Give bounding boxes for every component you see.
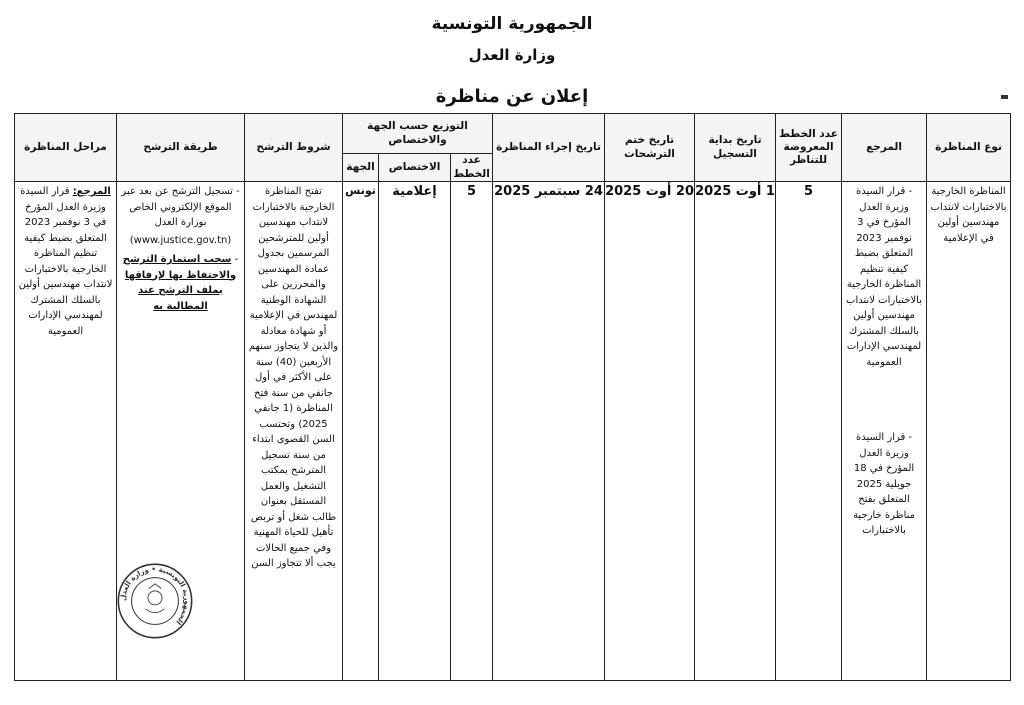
cell-method-1: - تسجيل الترشح عن بعد عبر الموقع الإلكتروني الخاص بوزارة العدل xyxy=(121,186,240,228)
col-dist-region: الجهة xyxy=(343,154,379,182)
col-distribution: التوزيع حسب الجهة والاختصاص xyxy=(343,114,493,154)
cell-dist-count: 5 xyxy=(467,184,477,199)
cell-type: المناظرة الخارجية بالاختبارات لانتداب مهندسين أولين في الإعلامية xyxy=(930,186,1007,244)
cell-exam-date: 24 سبتمبر 2025 xyxy=(494,184,603,199)
cell-stages xyxy=(15,182,116,341)
cell-method-2: - سحب استمارة الترشح والاحتفاظ بها لإرفاقها بملف الترشح عند المطالبة به xyxy=(122,254,239,312)
col-reference: المرجع xyxy=(842,114,927,182)
col-posts: عدد الخطط المعروضة للتناظر xyxy=(776,114,842,182)
republic-heading: الجمهورية التونسية xyxy=(431,14,593,34)
col-type: نوع المناظرة xyxy=(927,114,1011,182)
stages-text: قرار السيدة وزيرة العدل المؤرخ في 3 نوفمبر 2023 المتعلق بضبط كيفية تنظيم المناظرة الخارجية بالاختبارات لانتداب مهندسين أولين بالسلك المشترك لمهندسي الإدارات العمومية xyxy=(18,186,113,337)
spacer xyxy=(842,372,926,428)
scan-mark xyxy=(1001,95,1008,99)
col-stages: مراحل المناظرة xyxy=(15,114,117,182)
method-2-text: سحب استمارة الترشح والاحتفاظ بها لإرفاقها بملف الترشح عند المطالبة به xyxy=(122,254,237,312)
stages-label: المرجع: xyxy=(72,186,111,197)
cell-conditions: تفتح المناظرة الخارجية بالاختبارات لانتداب مهندسين أولين للمترشحين المرسمين بجدول عمادة المهندسين والمحرزين على الشهادة الوطنية لمهندس في الإعلامية أو شهادة معادلة والذين لا يتجاوز سنهم الأربعين (40) سنة على الأكثر في أول جانفي من سنة فتح المناظرة (1 جانفي 2025) وتحتسب السن القصوى ابتداء من سنة تسجيل المترشح بمكتب التشغيل والعمل المستقل بعنوان طالب شغل أو تربص تأهيل للحياة المهنية وفي جميع الحالات يجب ألا تتجاوز السن xyxy=(248,186,339,569)
ministry-heading: وزارة العدل xyxy=(468,46,556,64)
ministry-seal xyxy=(116,562,194,640)
reference-2-text: قرار السيدة وزيرة العدل المؤرخ في 18 جويلية 2025 المتعلق بفتح مناظرة خارجية بالاختبارات xyxy=(853,432,915,536)
announcement-title: إعلان عن مناظرة xyxy=(435,86,589,107)
cell-reg-start: 1 أوت 2025 xyxy=(695,184,775,199)
cell-reg-end: 20 أوت 2025 xyxy=(605,184,694,199)
justice-site-link[interactable]: (www.justice.gov.tn) xyxy=(129,234,232,246)
cell-dist-spec: إعلامية xyxy=(392,184,437,199)
method-1-text: تسجيل الترشح عن بعد عبر الموقع الإلكتروني الخاص بوزارة العدل xyxy=(121,186,233,228)
seal-text: الجمهورية التونسية • وزارة العدل xyxy=(118,564,192,627)
col-exam-date: تاريخ إجراء المناظرة xyxy=(493,114,605,182)
col-dist-count: عدد الخطط xyxy=(451,154,493,182)
cell-dist-region: تونس xyxy=(345,184,376,197)
col-conditions: شروط الترشح xyxy=(245,114,343,182)
cell-reference-1: - قرار السيدة وزيرة العدل المؤرخ في 3 نوفمبر 2023 المتعلق بضبط كيفية تنظيم المناظرة الخارجية بالاختبارات لانتداب مهندسين أولين بالسلك المشترك لمهندسي الإدارات العمومية xyxy=(846,186,922,368)
col-dist-spec: الاختصاص xyxy=(379,154,451,182)
svg-text:الجمهورية التونسية • وزارة الع xyxy=(118,564,192,626)
col-reg-start: تاريخ بداية التسجيل xyxy=(695,114,776,182)
cell-reference-2: - قرار السيدة وزيرة العدل المؤرخ في 18 جويلية 2025 المتعلق بفتح مناظرة خارجية بالاختبارات xyxy=(853,432,915,536)
reference-1-text: قرار السيدة وزيرة العدل المؤرخ في 3 نوفمبر 2023 المتعلق بضبط كيفية تنظيم المناظرة الخارجية بالاختبارات لانتداب مهندسين أولين بالسلك المشترك لمهندسي الإدارات العمومية xyxy=(846,186,922,368)
col-reg-end: تاريخ ختم الترشحات xyxy=(605,114,695,182)
cell-posts: 5 xyxy=(804,184,814,199)
col-method: طريقة الترشح xyxy=(117,114,245,182)
